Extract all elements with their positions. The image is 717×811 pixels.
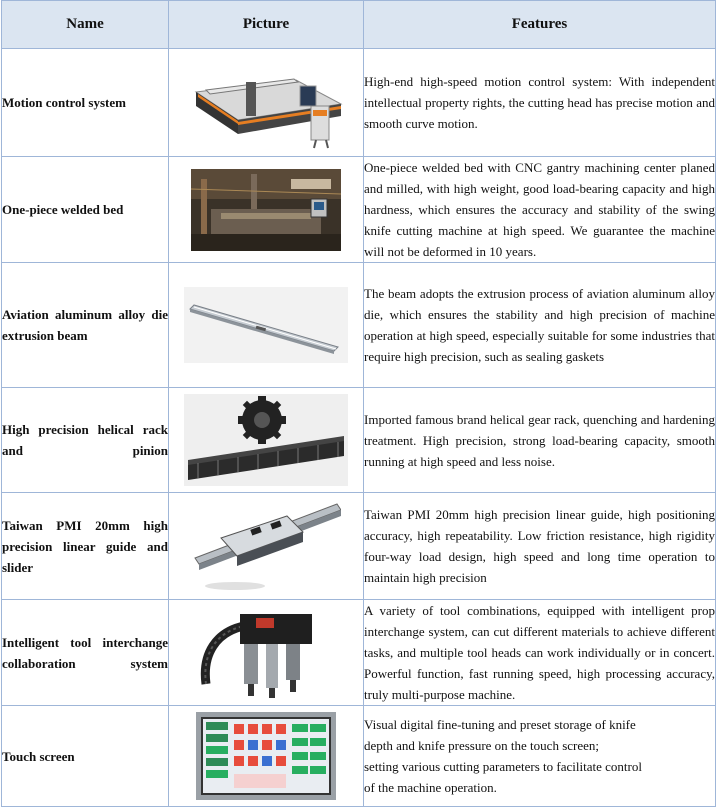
table-row — [2, 706, 716, 807]
touch-screen-feature-line: of the machine operation. — [364, 780, 497, 795]
helical-rack-pinion-photo — [184, 394, 348, 486]
row-name-text: Intelligent tool interchange collaboration system — [2, 634, 168, 671]
row-picture — [169, 706, 364, 807]
row-features: Imported famous brand helical gear rack, quenching and hardening treatment. High precision, strong load-bearing capacity, smooth running at high speed and less noise. — [364, 388, 716, 493]
touch-screen-feature-line: depth and knife pressure on the touch screen; — [364, 738, 600, 753]
table-row — [2, 388, 716, 493]
cnc-cutting-machine-photo — [176, 52, 356, 154]
row-picture — [169, 493, 364, 600]
row-name — [2, 493, 169, 600]
row-name-text: Taiwan PMI 20mm high precision linear guide and slider — [2, 517, 168, 575]
row-picture — [169, 388, 364, 493]
header-picture: Picture — [169, 1, 364, 49]
row-name — [2, 600, 169, 706]
tool-head-assembly-photo — [196, 604, 336, 702]
row-features: The beam adopts the extrusion process of aviation aluminum alloy die, which ensures the stability and high precision of machine operation at high speed, especially suitable for some industries that require high precision, such as sealing gaskets — [364, 263, 716, 388]
row-name: Aviation aluminum alloy die extrusion beam — [2, 263, 169, 388]
touch-screen-feature-line: setting various cutting parameters to facilitate control — [364, 759, 642, 774]
row-name: Motion control system — [2, 49, 169, 157]
table-row — [2, 49, 716, 157]
touch-screen-feature-line: Visual digital fine-tuning and preset storage of knife — [364, 717, 636, 732]
table-row — [2, 263, 716, 388]
aluminum-beam-photo — [184, 287, 348, 363]
header-row — [2, 1, 716, 49]
row-picture — [169, 263, 364, 388]
table-row — [2, 600, 716, 706]
gantry-machining-center-photo — [191, 169, 341, 251]
row-features: Taiwan PMI 20mm high precision linear guide, high positioning accuracy, high repeatability. Low friction resistance, high rigidity four-way load design, high speed and long time operation to maintain high precision — [364, 493, 716, 600]
row-features: A variety of tool combinations, equipped with intelligent prop interchange system, can cut different materials to achieve different tasks, and multiple tool heads can work individually or in concert. Powerful function, fast running speed, high processing accuracy, truly multi-purpose machine. — [364, 600, 716, 706]
row-features: One-piece welded bed with CNC gantry machining center planed and milled, with high weight, good load-bearing capacity and high hardness, which ensures the accuracy and stability of the swing knife cutting machine at high speed. We guarantee the machine will not be deformed in 10 years. — [364, 157, 716, 263]
header-name: Name — [2, 1, 169, 49]
row-name-text: High precision helical rack and pinion — [2, 422, 168, 458]
row-name — [2, 388, 169, 493]
row-features — [364, 706, 716, 807]
row-picture — [169, 157, 364, 263]
row-picture — [169, 49, 364, 157]
row-features: High-end high-speed motion control system: With independent intellectual property rights, the cutting head has precise motion and smooth curve motion. — [364, 49, 716, 157]
touch-screen-panel-photo — [196, 712, 336, 800]
row-name: One-piece welded bed — [2, 157, 169, 263]
header-features: Features — [364, 1, 716, 49]
row-picture — [169, 600, 364, 706]
row-name: Touch screen — [2, 706, 169, 807]
feature-table — [1, 0, 716, 807]
linear-guide-slider-photo — [191, 498, 341, 594]
table-row — [2, 157, 716, 263]
table-row — [2, 493, 716, 600]
